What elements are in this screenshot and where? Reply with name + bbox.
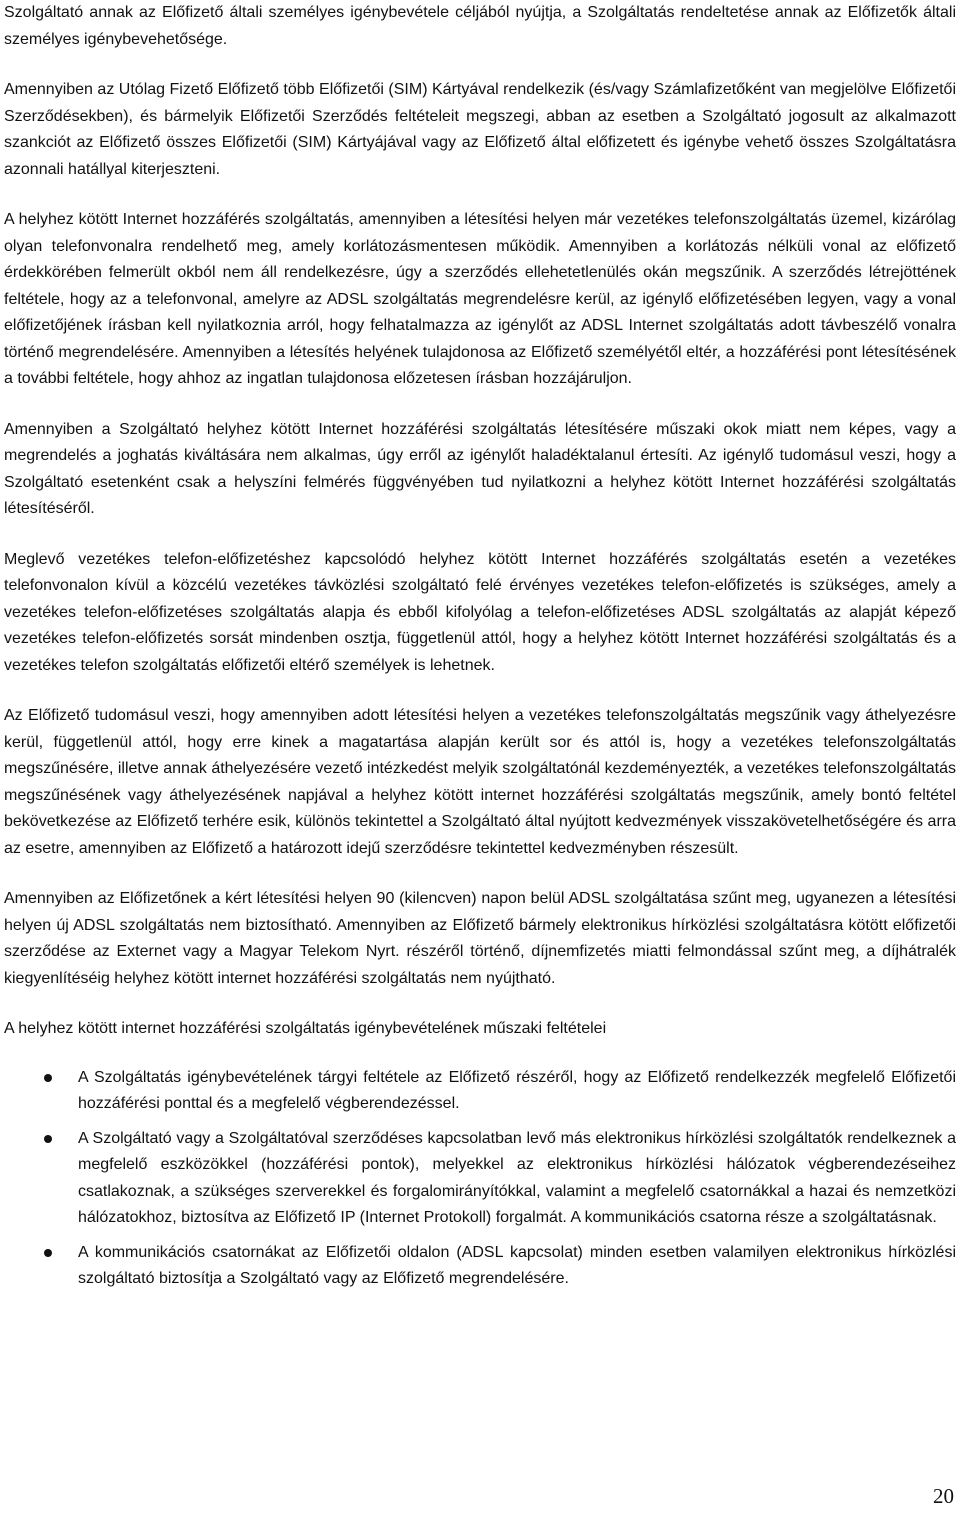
list-item (4, 1065, 956, 1118)
paragraph-existing-phone: Meglevő vezetékes telefon-előfizetéshez kapcsolódó helyhez kötött Internet hozzáférés szolgáltatás esetén a vezetékes telefonvonalon kívül a közcélú vezetékes távközlési szolgáltató felé érvényes vezetékes telefon-előfizetés is szükséges, amely a vezetékes telefon-előfizetéses szolgáltatás alapja és ebből kifolyólag a telefon-előfizetéses ADSL szolgáltatás az alapját képező vezetékes telefon-előfizetés sorsát mindenben osztja, függetlenül attól, hogy a helyhez kötött Internet hozzáférési szolgáltatás és a vezetékes telefon szolgáltatás előfizetői eltérő személyek is lehetnek. (4, 550, 956, 674)
bullet-list (4, 1065, 956, 1293)
list-item (4, 1126, 956, 1232)
list-item-text: A Szolgáltató vagy a Szolgáltatóval szerződéses kapcsolatban levő más elektronikus hírközlési szolgáltatók rendelkeznek a megfelelő eszközökkel (hozzáférési pontok), melyekkel az elektronikus hírközlési hálózatok végberendezéseihez csatlakoznak, a szükséges szerverekkel és forgalomirányítókkal, valamint a megfelelő csatornákkal a hazai és nemzetközi hálózatokhoz, biztosítva az Előfizető IP (Internet Protokoll) forgalmát. A kommunikációs csatorna része a szolgáltatásnak. (78, 1129, 956, 1226)
document-page (4, 0, 956, 1301)
bullet-icon (44, 1074, 52, 1082)
paragraph-termination: Az Előfizető tudomásul veszi, hogy amennyiben adott létesítési helyen a vezetékes telefonszolgáltatás megszűnik vagy áthelyezésre kerül, függetlenül attól, hogy erre kinek a magatartása alapján került sor és attól is, hogy a vezetékes telefonszolgáltatás megszűnésére, illetve annak áthelyezésére vezető intézkedést melyik szolgáltatónál kezdeményezték, a vezetékes telefonszolgáltatás megszűnésének vagy áthelyezésének napjával a helyhez kötött internet hozzáférési szolgáltatás megszűnik, amely bontó feltétel bekövetkezése az Előfizető terhére esik, különös tekintettel a Szolgáltató által nyújtott kedvezmények visszakövetelhetőségére és arra az esetre, amennyiben az Előfizető a határozott idejű szerződésre tekintettel kedvezményben részesült. (4, 707, 956, 857)
paragraph-technical-reasons: Amennyiben a Szolgáltató helyhez kötött Internet hozzáférési szolgáltatás létesítésére műszaki okok miatt nem képes, vagy a megrendelés a joghatás kiváltására nem alkalmas, úgy erről az igénylőt haladéktalanul értesíti. Az igénylő tudomásul veszi, hogy a Szolgáltató esetenként csak a helyszíni felmérés függvényében tud nyilatkozni a helyhez kötött Internet hozzáférési szolgáltatás létesítéséről. (4, 420, 956, 517)
list-item (4, 1240, 956, 1293)
paragraph-personal-use: Szolgáltató annak az Előfizető általi személyes igénybevétele céljából nyújtja, a Szolgáltatás rendeltetése annak az Előfizetők általi személyes igénybevehetősége. (4, 4, 956, 48)
bullet-icon (44, 1249, 52, 1257)
list-item-text: A kommunikációs csatornákat az Előfizetői oldalon (ADSL kapcsolat) minden esetben valamilyen elektronikus hírközlési szolgáltató biztosítja a Szolgáltató vagy az Előfizető megrendelésére. (78, 1243, 956, 1287)
section-heading-technical-conditions: A helyhez kötött internet hozzáférési szolgáltatás igénybevételének műszaki feltételei (4, 1020, 607, 1037)
list-item-text: A Szolgáltatás igénybevételének tárgyi feltétele az Előfizető részéről, hogy az Előfizető rendelkezzék megfelelő Előfizetői hozzáférési ponttal és a megfelelő végberendezéssel. (78, 1068, 956, 1112)
paragraph-fixed-internet: A helyhez kötött Internet hozzáférés szolgáltatás, amennyiben a létesítési helyen már vezetékes telefonszolgáltatás üzemel, kizárólag olyan telefonvonalra rendelhető meg, amely korlátozásmentesen működik. Amennyiben a korlátozás nélküli vonal az előfizető érdekkörében felmerült okból nem áll rendelkezésre, úgy a szerződés ellehetetlenülés okán megszűnik. A szerződés létrejöttének feltétele, hogy az a telefonvonal, amelyre az ADSL szolgáltatás megrendelésre kerül, az igénylő előfizetésében legyen, vagy a vonal előfizetőjének írásban kell nyilatkoznia arról, hogy felhatalmazza az igénylőt az ADSL Internet szolgáltatás adott távbeszélő vonalra történő megrendelésére. Amennyiben a létesítés helyének tulajdonosa az Előfizető személyétől eltér, a hozzáférési pont létesítésének a további feltétele, hogy ahhoz az ingatlan tulajdonosa előzetesen írásban hozzájáruljon. (4, 211, 956, 387)
paragraph-90-days: Amennyiben az Előfizetőnek a kért létesítési helyen 90 (kilencven) napon belül ADSL szolgáltatása szűnt meg, ugyanezen a létesítési helyen új ADSL szolgáltatás nem biztosítható. Amennyiben az Előfizető bármely elektronikus hírközlési szolgáltatásra kötött előfizetői szerződése az Externet vagy a Magyar Telekom Nyrt. részéről történő, díjnemfizetés miatti felmondással szűnt meg, a díjhátralék kiegyenlítéséig helyhez kötött internet hozzáférési szolgáltatás nem nyújtható. (4, 890, 956, 987)
page-number: 20 (933, 1484, 954, 1508)
bullet-icon (44, 1135, 52, 1143)
paragraph-sim-cards: Amennyiben az Utólag Fizető Előfizető több Előfizetői (SIM) Kártyával rendelkezik (és/vagy Számlafizetőként van megjelölve Előfizetői Szerződésekben), és bármelyik Előfizetői Szerződés feltételeit megszegi, abban az esetben a Szolgáltató jogosult az alkalmazott szankciót az Előfizető összes Előfizetői (SIM) Kártyájával vagy az Előfizető által előfizetett és igénybe vehető összes Szolgáltatásra azonnali hatállyal kiterjeszteni. (4, 81, 956, 178)
